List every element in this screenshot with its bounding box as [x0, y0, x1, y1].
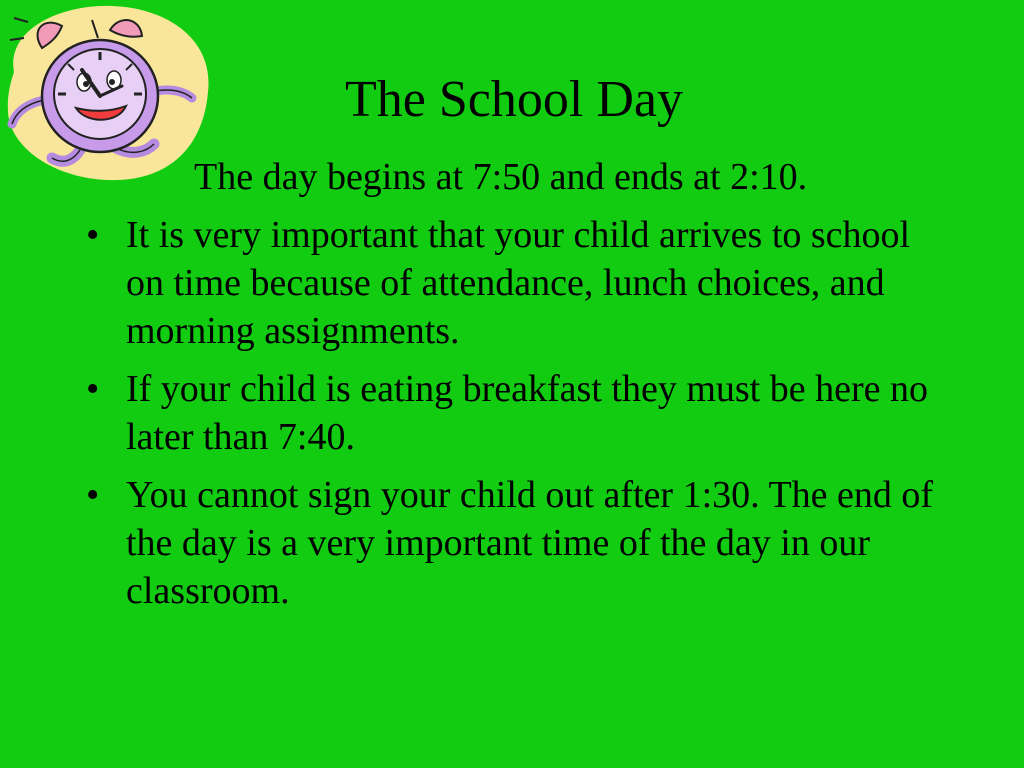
bullet-list: [76, 211, 956, 625]
bullet-marker: •: [86, 368, 100, 410]
bullet-item: [76, 471, 956, 615]
bullet-marker: •: [86, 214, 100, 256]
bullet-text: You cannot sign your child out after 1:30. The end of the day is a very important time of the day in our classroom.: [126, 474, 934, 612]
bullet-text: If your child is eating breakfast they must be here no later than 7:40.: [126, 368, 928, 458]
bullet-text: It is very important that your child arrives to school on time because of attendance, lunch choices, and morning assignments.: [126, 214, 911, 352]
bullet-marker: •: [86, 474, 100, 516]
bullet-item: [76, 365, 956, 461]
bullet-item: [76, 211, 956, 355]
slide-subtitle: The day begins at 7:50 and ends at 2:10.: [194, 156, 808, 198]
slide-title: The School Day: [345, 71, 683, 128]
